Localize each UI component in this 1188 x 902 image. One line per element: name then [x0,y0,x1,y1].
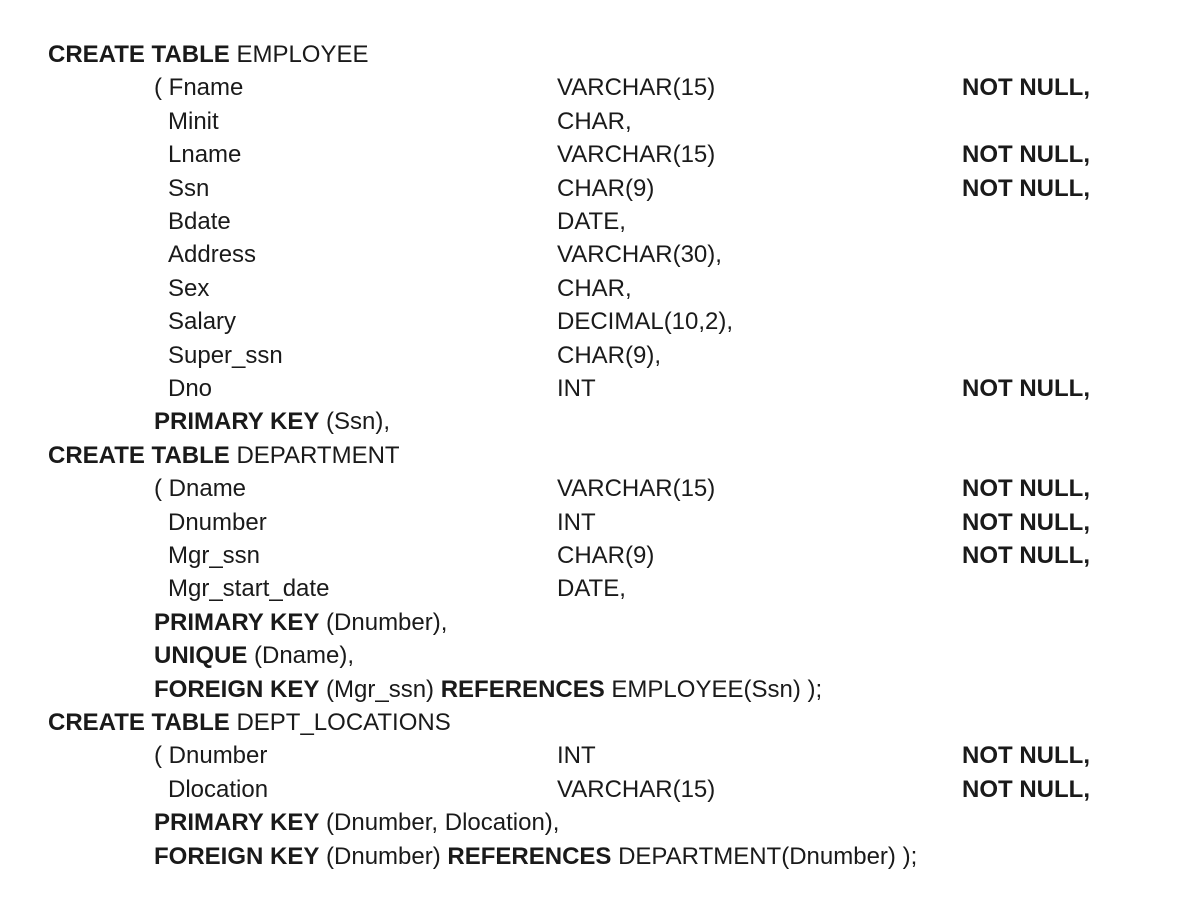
constraint-keyword: FOREIGN KEY [154,675,320,703]
column-name: Bdate [168,208,231,235]
column-type: CHAR(9), [557,341,662,369]
column-type: DECIMAL(10,2), [557,308,734,336]
table-name: EMPLOYEE [236,41,369,68]
constraint-target: (Dname), [247,642,355,670]
column-name: Lname [168,141,242,169]
column-type: VARCHAR(15) [557,475,716,503]
table-constraint-clause [154,673,822,706]
column-constraint: NOT NULL, [962,141,1090,169]
column-type: DATE, [557,575,626,603]
constraint-keyword: PRIMARY KEY [154,408,320,436]
constraint-target: (Dnumber) [319,842,448,870]
column-constraint: NOT NULL, [962,742,1090,770]
table-constraint-clause [154,405,390,438]
column-name: Super_ssn [168,341,283,369]
column-name: Salary [168,308,237,336]
column-type: VARCHAR(15) [557,141,716,169]
table-constraint-clause [154,606,447,639]
column-name: Dnumber [168,508,267,536]
constraint-target: (Ssn), [319,408,391,436]
column-name: Sex [168,274,210,302]
column-type: CHAR, [557,107,632,135]
column-name: ( Dnumber [154,742,268,770]
constraint-keyword: PRIMARY KEY [154,608,320,636]
column-name: Mgr_ssn [168,542,261,569]
column-constraint: NOT NULL, [962,775,1090,803]
referenced-table: EMPLOYEE(Ssn) ); [604,675,823,703]
column-type: CHAR, [557,274,632,302]
column-type: INT [557,742,596,770]
column-constraint: NOT NULL, [962,174,1090,202]
column-type: VARCHAR(30), [557,241,722,269]
column-constraint: NOT NULL, [962,542,1090,569]
column-type: CHAR(9) [557,542,655,569]
column-constraint: NOT NULL, [962,475,1090,503]
table-name: DEPARTMENT [236,441,400,469]
create-table-keyword: CREATE TABLE [48,441,230,469]
column-type: INT [557,375,596,402]
table-name: DEPT_LOCATIONS [236,709,451,736]
column-type: CHAR(9) [557,174,655,202]
constraint-target: (Dnumber, Dlocation), [319,809,560,837]
constraint-keyword: PRIMARY KEY [154,809,320,837]
create-table-keyword: CREATE TABLE [48,709,230,736]
create-table-statement [48,439,400,472]
column-type: VARCHAR(15) [557,775,716,803]
column-name: ( Fname [154,74,244,102]
references-keyword: REFERENCES [440,675,605,703]
column-constraint: NOT NULL, [962,375,1090,402]
column-type: VARCHAR(15) [557,74,716,102]
column-name: Mgr_start_date [168,575,330,603]
references-keyword: REFERENCES [447,842,612,870]
column-constraint: NOT NULL, [962,508,1090,536]
constraint-keyword: FOREIGN KEY [154,842,320,870]
create-table-statement [48,38,369,71]
column-name: Ssn [168,174,210,202]
constraint-target: (Dnumber), [319,608,448,636]
table-constraint-clause [154,639,354,672]
column-name: Dlocation [168,775,269,803]
constraint-target: (Mgr_ssn) [319,675,441,703]
create-table-keyword: CREATE TABLE [48,41,230,68]
constraint-keyword: UNIQUE [154,642,248,670]
column-name: Dno [168,375,213,402]
table-constraint-clause [154,840,917,873]
column-name: Minit [168,107,219,135]
column-type: INT [557,508,596,536]
table-constraint-clause [154,806,559,839]
referenced-table: DEPARTMENT(Dnumber) ); [611,842,918,870]
column-type: DATE, [557,208,626,235]
column-name: Address [168,241,257,269]
column-name: ( Dname [154,475,247,503]
create-table-statement [48,706,451,739]
column-constraint: NOT NULL, [962,74,1090,102]
